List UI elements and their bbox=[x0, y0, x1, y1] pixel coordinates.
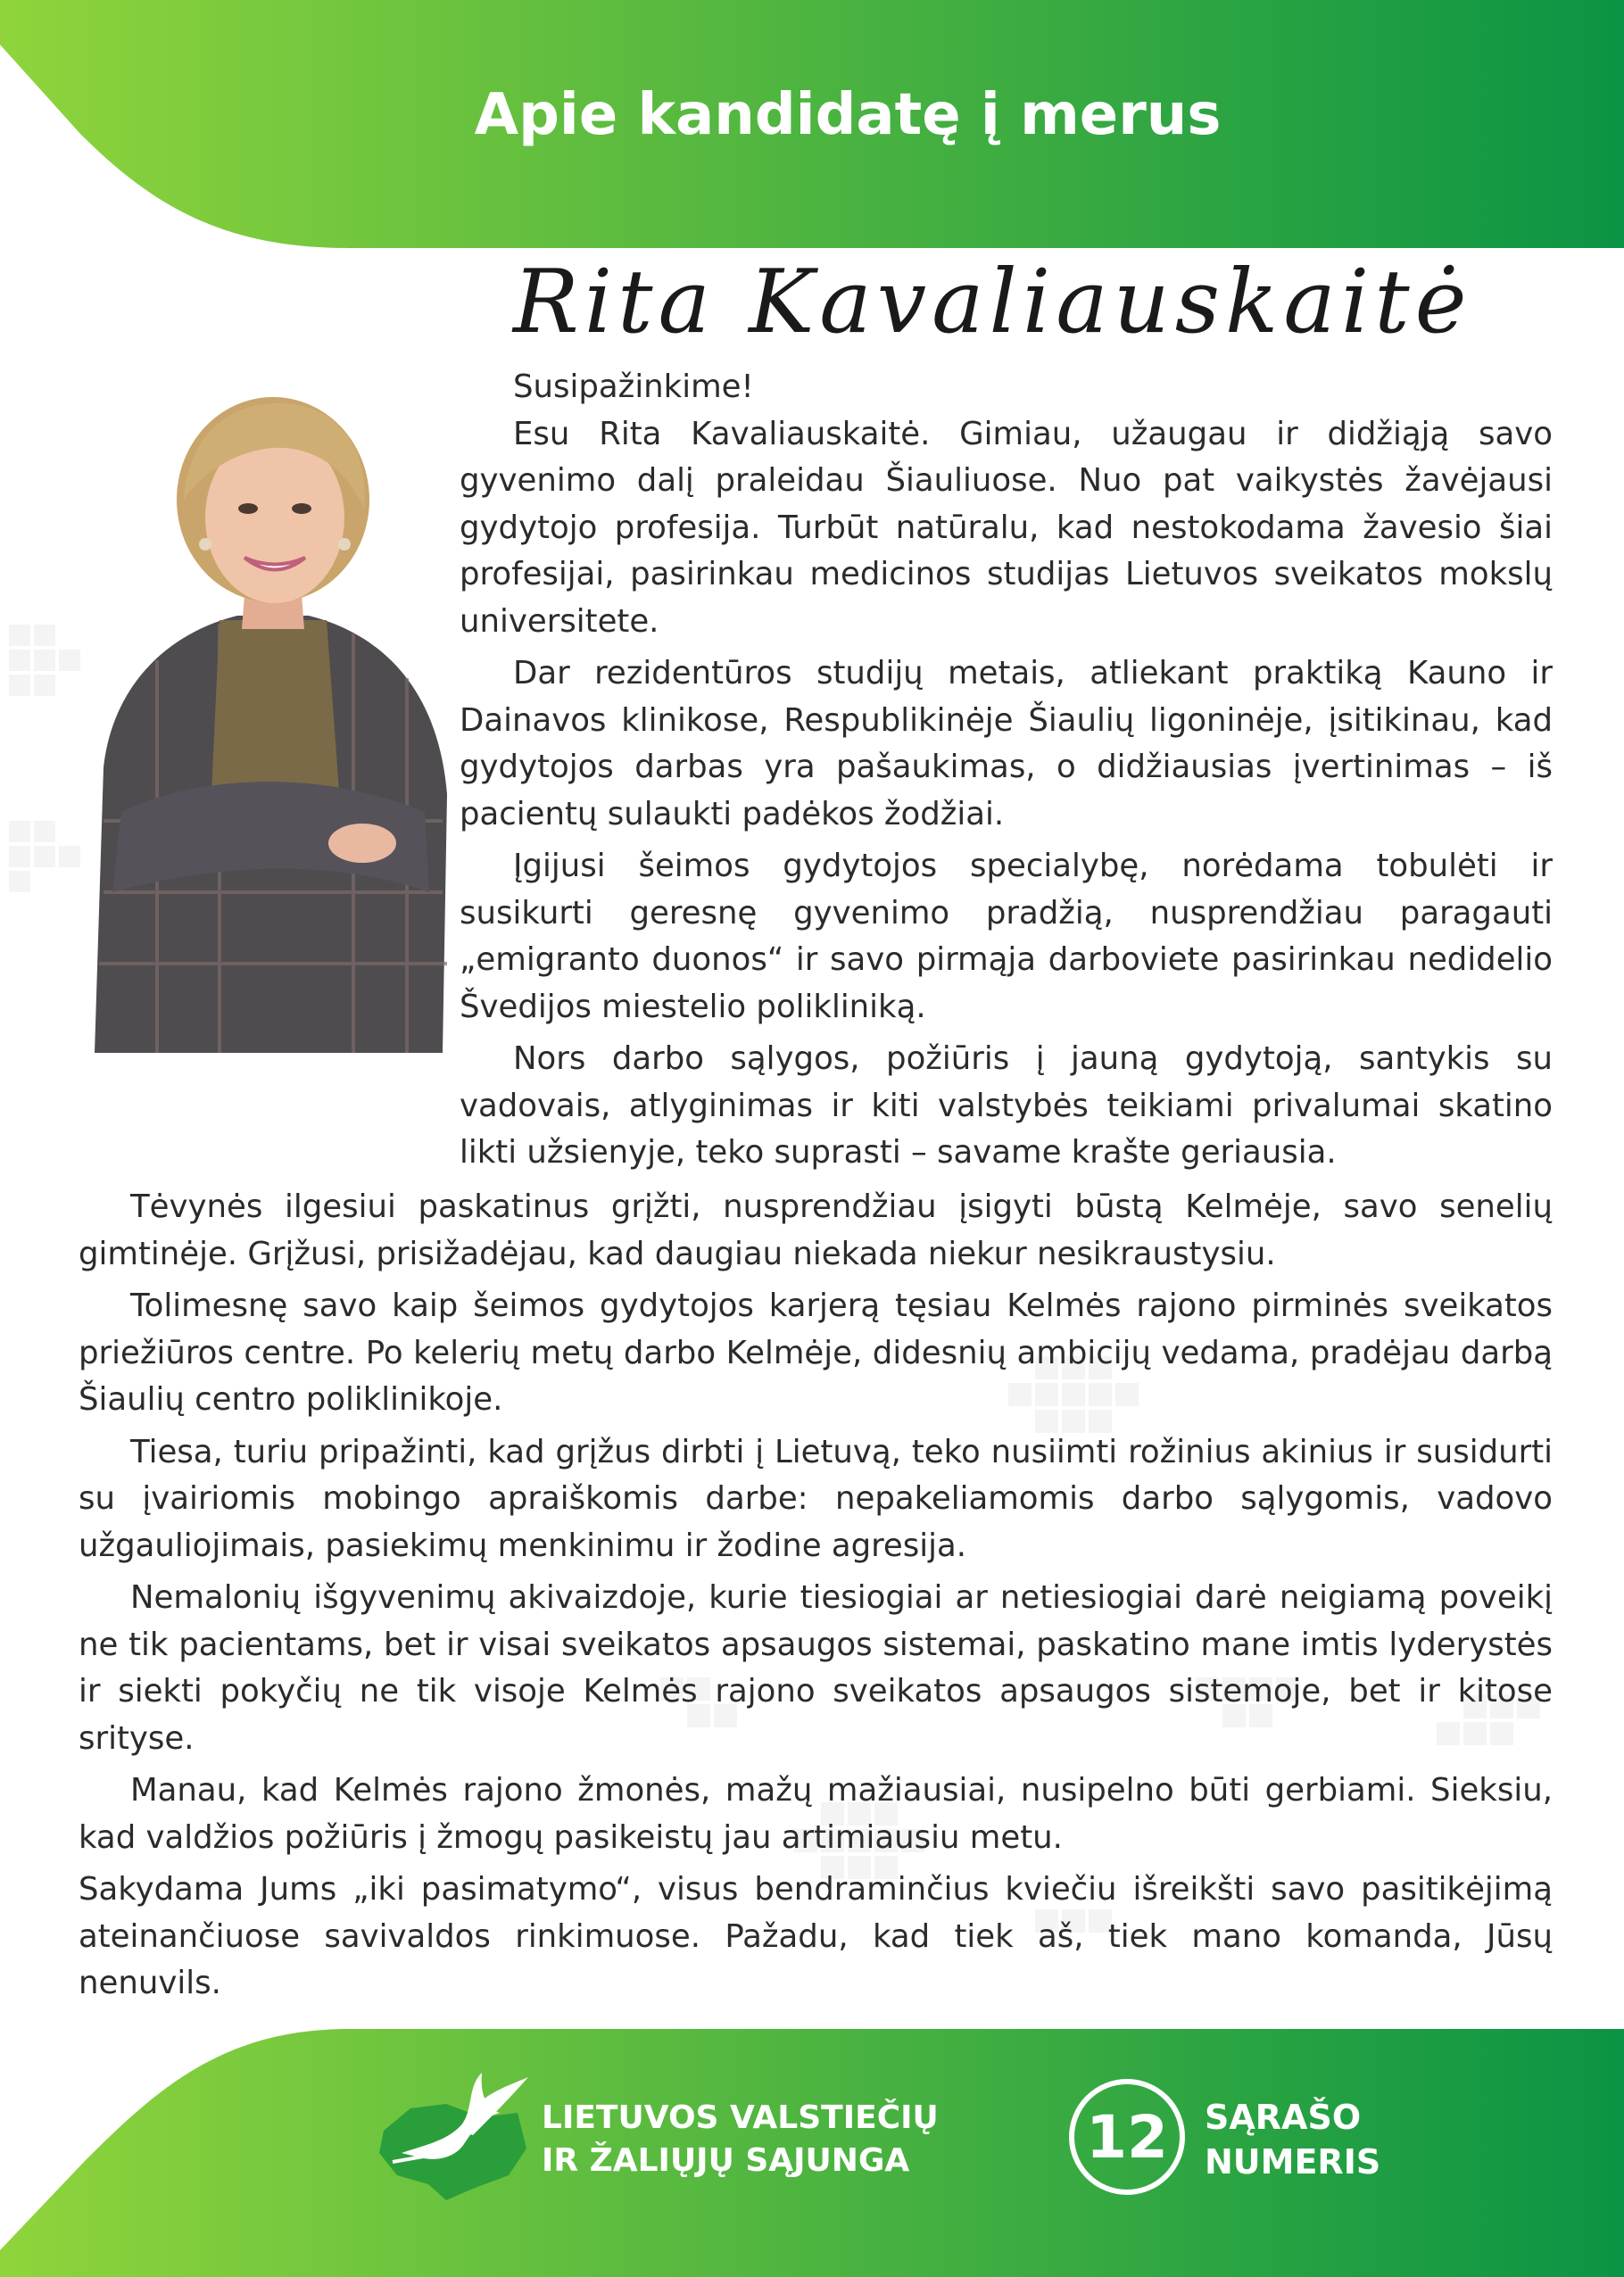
list-label-line: SĄRAŠO bbox=[1205, 2098, 1362, 2137]
story-paragraph: Tolimesnę savo kaip šeimos gydytojos karjerą tęsiau Kelmės rajono pirminės sveikatos priežiūros centre. Po kelerių metų darbo Kelmėje, didesnių ambicijų vedama, pradėjau darbą Šiaulių centro poliklinikoje. bbox=[79, 1288, 1553, 1418]
party-name-line: LIETUVOS VALSTIEČIŲ bbox=[542, 2099, 939, 2136]
intro-paragraph: Dar rezidentūros studijų metais, atliekant praktiką Kauno ir Dainavos klinikose, Respublikinėje Šiaulių ligoninėje, įsitikinau, kad gydytojos darbas yra pašaukimas, o didžiausias įvertinimas – iš pacientų sulaukti padėkos žodžiai. bbox=[460, 655, 1553, 832]
story-paragraph: Manau, kad Kelmės rajono žmonės, mažų mažiausiai, nusipelno būti gerbiami. Sieksiu, kad valdžios požiūris į žmogų pasikeistų jau artimiausiu metu. bbox=[79, 1772, 1553, 1856]
story-text bbox=[79, 1184, 1553, 2008]
page-title: Apie kandidatę į merus bbox=[474, 82, 1222, 148]
intro-paragraph: Nors darbo sąlygos, požiūris į jauną gydytoją, santykis su vadovais, atlyginimas ir kiti valstybės teikiami privalumai skatino likti užsienyje, teko suprasti – savame krašte geriausia. bbox=[460, 1040, 1553, 1171]
list-number-label bbox=[1205, 2095, 1380, 2184]
list-number-badge: 12 bbox=[1069, 2079, 1185, 2195]
intro-text bbox=[460, 364, 1553, 1177]
greeting: Susipažinkime! bbox=[513, 368, 754, 405]
story-paragraph: Tėvynės ilgesiui paskatinus grįžti, nusprendžiau įsigyti būstą Kelmėje, savo senelių gimtinėje. Grįžusi, prisižadėjau, kad daugiau niekada niekur nesikraustysiu. bbox=[79, 1188, 1553, 1272]
list-label-line: NUMERIS bbox=[1205, 2142, 1381, 2182]
candidate-portrait bbox=[86, 393, 452, 1053]
header-banner bbox=[0, 0, 1624, 252]
intro-paragraph: Esu Rita Kavaliauskaitė. Gimiau, užaugau ir didžiąją savo gyvenimo dalį praleidau Šiauliuose. Nuo pat vaikystės žavėjausi gydytojo profesija. Turbūt natūralu, kad nestokodama žavesio šiai profesijai, pasirinkau medicinos studijas Lietuvos sveikatos mokslų universitete. bbox=[460, 415, 1553, 640]
closing-paragraph: Sakydama Jums „iki pasimatymo“, visus bendraminčius kviečiu išreikšti savo pasitikėjimą ateinančiuose savivaldos rinkimuose. Pažadu, kad tiek aš, tiek mano komanda, Jūsų nenuvils. bbox=[79, 1871, 1553, 2001]
story-paragraph: Nemalonių išgyvenimų akivaizdoje, kurie tiesiogiai ar netiesiogiai darė neigiamą poveikį ne tik pacientams, bet ir visai sveikatos apsaugos sistemai, paskatino mane imtis lyderystės ir siekti pokyčių ne tik visoje Kelmės rajono sveikatos apsaugos sistemoje, bet ir kitose srityse. bbox=[79, 1579, 1553, 1757]
story-paragraph: Tiesa, turiu pripažinti, kad grįžus dirbti į Lietuvą, teko nusiimti rožinius akinius ir susidurti su įvairiomis mobingo apraiškomis darbe: nepakeliamomis darbo sąlygomis, vadovo užgauliojimais, pasiekimų menkinimu ir žodine agresija. bbox=[79, 1433, 1553, 1564]
party-name-line: IR ŽALIŲJŲ SĄJUNGA bbox=[542, 2142, 910, 2179]
intro-paragraph: Įgijusi šeimos gydytojos specialybę, norėdama tobulėti ir susikurti geresnę gyvenimo pradžią, nusprendžiau paragauti „emigranto duonos“ ir savo pirmąja darboviete pasirinkau nedidelio Švedijos miestelio polikliniką. bbox=[460, 848, 1553, 1025]
stork-over-lithuania-map-icon bbox=[375, 2068, 531, 2202]
party-name bbox=[542, 2097, 939, 2182]
candidate-signature: Rita Kavaliauskaitė bbox=[513, 252, 1472, 353]
